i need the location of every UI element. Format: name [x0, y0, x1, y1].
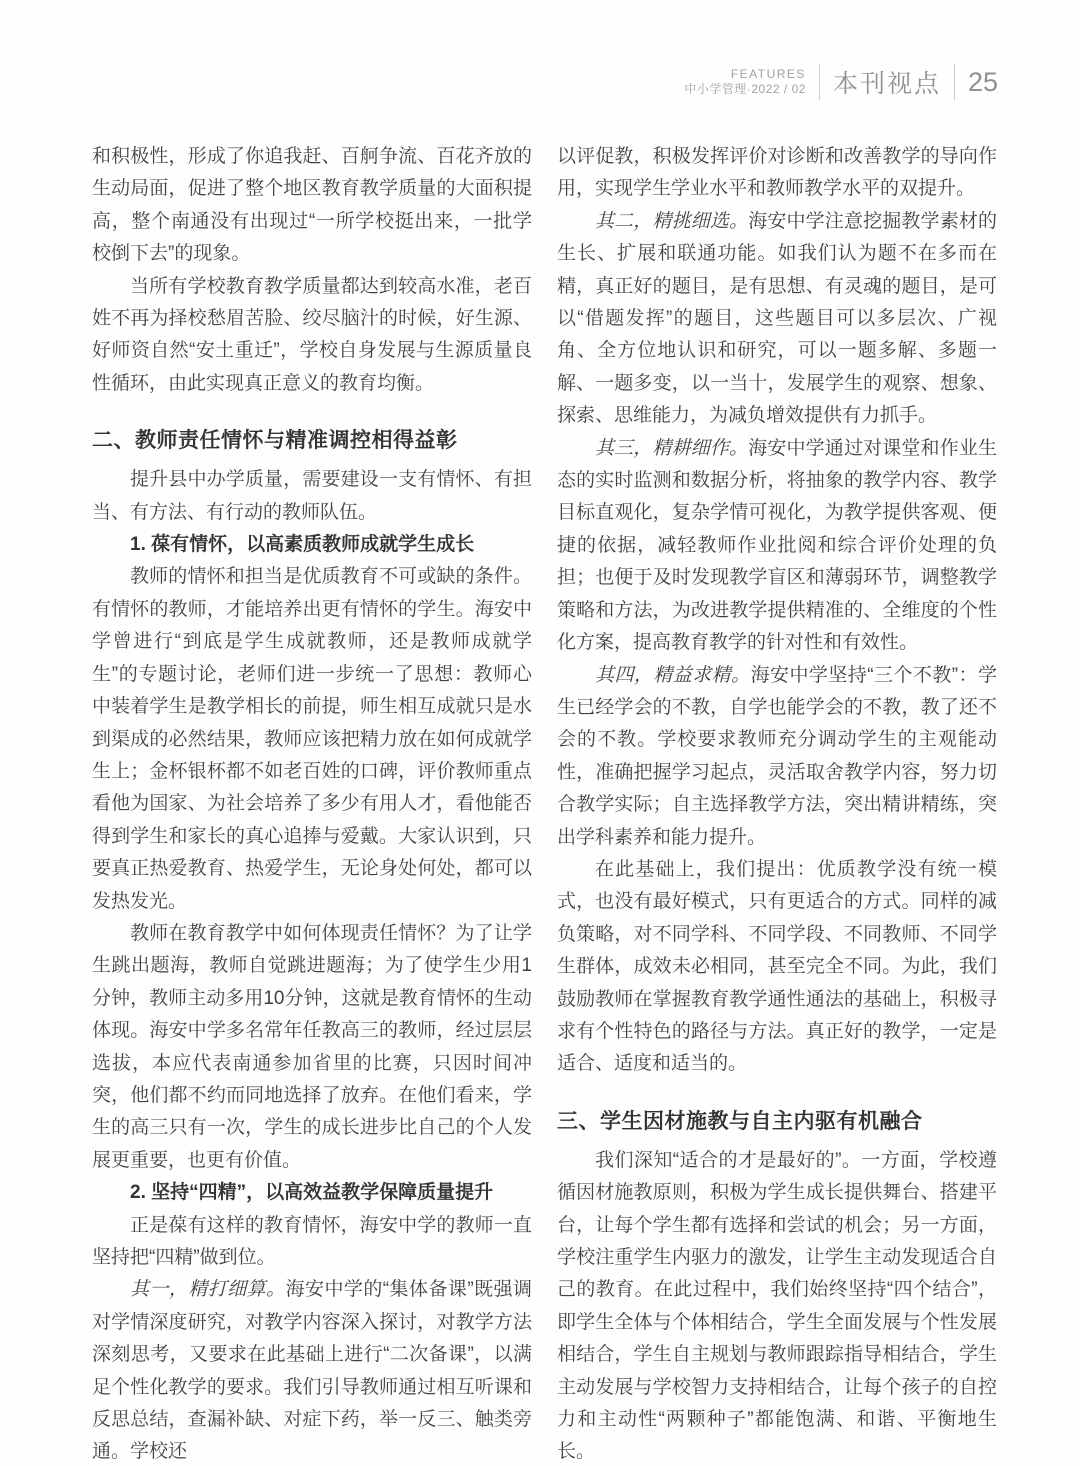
subsection-heading: 1. 葆有情怀，以高素质教师成就学生成长	[130, 534, 475, 556]
right-text-column	[557, 141, 997, 1466]
body-paragraph: 以评促教，积极发挥评价对诊断和改善教学的导向作用，实现学生学业水平和教师教学水平的双提升。	[557, 146, 997, 200]
body-paragraph: 正是葆有这样的教育情怀，海安中学的教师一直坚持把“四精”做到位。	[92, 1214, 532, 1268]
body-paragraph: 我们深知“适合的才是最好的”。一方面，学校遵循因材施教原则，积极为学生成长提供舞台、搭建平台，让每个学生都有选择和尝试的机会；另一方面，学校注重学生内驱力的激发，让学生主动发现适合自己的教育。在此过程中，我们始终坚持“四个结合”，即学生全体与个体相结合，学生全面发展与个性发展相结合，学生自主规划与教师跟踪指导相结合，学生主动发展与学校智力支持相结合，让每个孩子的自控力和主动性“两颗种子”都能饱满、和谐、平衡地生长。	[557, 1149, 997, 1463]
body-paragraph: 在此基础上，我们提出：优质教学没有统一模式，也没有最好模式，只有更适合的方式。同样的减负策略，对不同学科、不同学段、不同教师、不同学生群体，成效未必相同，甚至完全不同。为此，我们鼓励教师在掌握教育教学通性通法的基础上，积极寻求有个性特色的路径与方法。真正好的教学，一定是适合、适度和适当的。	[557, 858, 997, 1075]
paragraph-lead-emphasis: 其四，精益求精。	[595, 664, 751, 686]
section-heading: 三、学生因材施教与自主内驱有机融合	[557, 1109, 923, 1133]
page-header	[684, 64, 998, 100]
column-section-title: 本刊视点	[832, 70, 941, 98]
body-paragraph: 提升县中办学质量，需要建设一支有情怀、有担当、有方法、有行动的教师队伍。	[92, 469, 532, 523]
journal-issue-label: 中小学管理·2022 / 02	[684, 82, 806, 96]
paragraph-lead-emphasis: 其三，精耕细作。	[595, 437, 749, 459]
body-paragraph: 其四，精益求精。海安中学坚持“三个不教”：学生已经学会的不教，自学也能学会的不教，教了还不会的不教。学校要求教师充分调动学生的主观能动性，准确把握学习起点，灵活取舍教学内容，努力切合教学实际；自主选择教学方法，突出精讲精练，突出学科素养和能力提升。	[557, 664, 997, 848]
body-paragraph: 其一，精打细算。海安中学的“集体备课”既强调对学情深度研究，对教学内容深入探讨，对教学方法深刻思考，又要求在此基础上进行“二次备课”，以满足个性化教学的要求。我们引导教师通过相互听课和反思总结，查漏补缺、对症下药，举一反三、触类旁通。学校还	[92, 1279, 532, 1463]
body-paragraph: 教师在教育教学中如何体现责任情怀？为了让学生跳出题海，教师自觉跳进题海；为了使学生少用1分钟，教师主动多用10分钟，这就是教育情怀的生动体现。海安中学多名常年任教高三的教师，经过层层选拔，本应代表南通参加省里的比赛，只因时间冲突，他们都不约而同地选择了放弃。在他们看来，学生的高三只有一次，学生的成长进步比自己的个人发展更重要，也更有价值。	[92, 922, 532, 1171]
page-number: 25	[967, 66, 998, 97]
header-divider	[819, 64, 820, 100]
header-divider	[954, 64, 955, 100]
paragraph-lead-emphasis: 其一，精打细算。	[130, 1279, 286, 1301]
subsection-heading: 2. 坚持“四精”，以高效益教学保障质量提升	[130, 1182, 494, 1204]
body-paragraph: 教师的情怀和担当是优质教育不可或缺的条件。有情怀的教师，才能培养出更有情怀的学生。海安中学曾进行“到底是学生成就教师，还是教师成就学生”的专题讨论，老师们进一步统一了思想：教师心中装着学生是教学相长的前提，师生相互成就只是水到渠成的必然结果，教师应该把精力放在如何成就学生上；金杯银杯都不如老百姓的口碑，评价教师重点看他为国家、为社会培养了多少有用人才，看他能否得到学生和家长的真心追捧与爱戴。大家认识到，只要真正热爱教育、热爱学生，无论身处何处，都可以发热发光。	[92, 566, 532, 912]
body-paragraph: 当所有学校教育教学质量都达到较高水准，老百姓不再为择校愁眉苦脸、绞尽脑汁的时候，好生源、好师资自然“安土重迁”，学校自身发展与生源质量良性循环，由此实现真正意义的教育均衡。	[92, 275, 532, 394]
body-paragraph: 其三，精耕细作。海安中学通过对课堂和作业生态的实时监测和数据分析，将抽象的教学内容、教学目标直观化，复杂学情可视化，为教学提供客观、便捷的依据，减轻教师作业批阅和综合评价处理的负担；也便于及时发现教学盲区和薄弱环节，调整教学策略和方法，为改进教学提供精准的、全维度的个性化方案，提高教育教学的针对性和有效性。	[557, 437, 997, 654]
features-label: FEATURES	[730, 67, 806, 81]
body-paragraph: 其二，精挑细选。海安中学注意挖掘教学素材的生长、扩展和联通功能。如我们认为题不在多而在精，真正好的题目，是有思想、有灵魂的题目，是可以“借题发挥”的题目，这些题目可以多层次、广视角、全方位地认识和研究，可以一题多解、多题一解、一题多变，以一当十，发展学生的观察、想象、探索、思维能力，为减负增效提供有力抓手。	[557, 210, 997, 427]
body-paragraph: 和积极性，形成了你追我赶、百舸争流、百花齐放的生动局面，促进了整个地区教育教学质量的大面积提高，整个南通没有出现过“一所学校挺出来，一批学校倒下去”的现象。	[92, 146, 532, 265]
paragraph-lead-emphasis: 其二，精挑细选。	[595, 210, 749, 232]
section-heading: 二、教师责任情怀与精准调控相得益彰	[92, 429, 458, 453]
journal-info	[684, 67, 806, 97]
left-text-column	[92, 141, 532, 1466]
